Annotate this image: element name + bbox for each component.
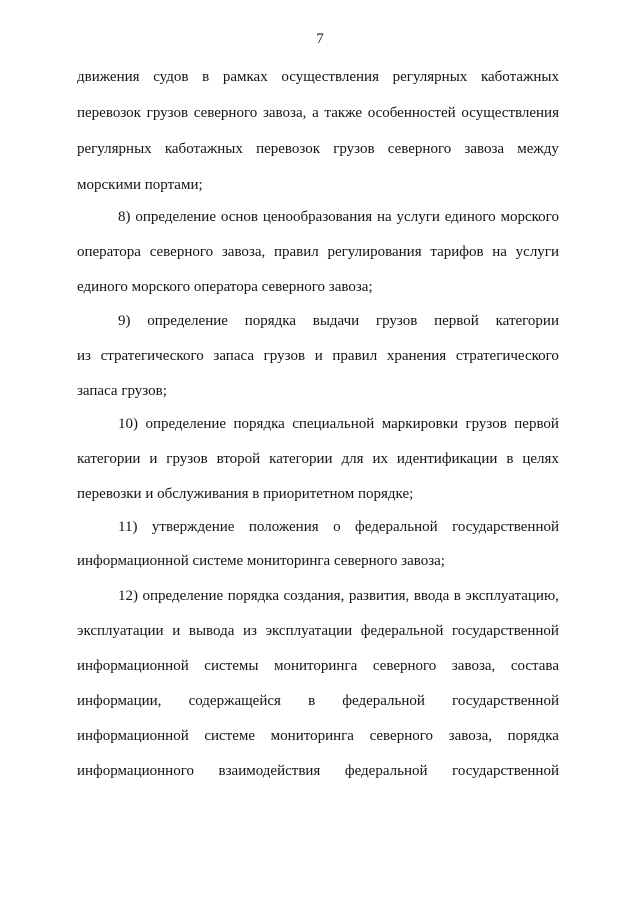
word: в: [308, 693, 316, 709]
word: стратегического: [100, 348, 204, 364]
word: 10): [118, 416, 138, 432]
word: грузов: [375, 313, 418, 329]
word: правил: [273, 244, 319, 260]
word: завоза,: [451, 658, 496, 674]
word: федеральной: [344, 763, 428, 779]
word: между: [517, 141, 559, 157]
word: эксплуатацию,: [465, 588, 559, 604]
word: определение: [145, 416, 227, 432]
word: первой: [434, 313, 479, 329]
word: морского: [500, 209, 559, 225]
text-line: [118, 206, 559, 228]
word: создания,: [283, 588, 345, 604]
word: информации,: [77, 693, 162, 709]
text-line: [77, 138, 559, 160]
word: порядка: [227, 588, 279, 604]
word: ввода: [413, 588, 450, 604]
text-line: [77, 760, 559, 782]
text-line: [77, 655, 559, 677]
word: 12): [118, 588, 138, 604]
text-line: [77, 102, 559, 124]
word: эксплуатации: [77, 623, 164, 639]
word: регулярных: [77, 141, 152, 157]
word: грузов: [146, 105, 189, 121]
word: состава: [510, 658, 559, 674]
word: маркировки: [381, 416, 459, 432]
word: грузов: [263, 348, 306, 364]
word: государственной: [452, 763, 559, 779]
text-line: информационной системе мониторинга северного завоза;: [77, 553, 445, 569]
word: в: [506, 451, 514, 467]
word: северного: [149, 244, 214, 260]
word: завоза,: [262, 105, 307, 121]
text-line: запаса грузов;: [77, 383, 167, 399]
word: системе: [204, 728, 256, 744]
word: грузов: [333, 141, 375, 157]
word: категории: [77, 451, 141, 467]
word: 8): [118, 209, 131, 225]
word: целях: [522, 451, 559, 467]
word: основ: [220, 209, 258, 225]
word: положения: [248, 519, 319, 535]
word: 9): [118, 313, 131, 329]
word: движения: [77, 69, 140, 85]
word: выдачи: [312, 313, 360, 329]
word: осуществления: [461, 105, 559, 121]
word: ценообразования: [262, 209, 373, 225]
word: завоза: [464, 141, 505, 157]
word: государственной: [452, 623, 559, 639]
word: стратегического: [455, 348, 559, 364]
text-line: [118, 413, 559, 435]
word: развития,: [348, 588, 410, 604]
word: а: [312, 105, 319, 121]
word: северного: [387, 141, 452, 157]
word: федеральной: [355, 519, 438, 535]
text-line: [77, 66, 559, 88]
word: грузов: [166, 451, 208, 467]
word: о: [333, 519, 341, 535]
word: информационной: [77, 728, 189, 744]
text-line: [118, 310, 559, 332]
word: регулярных: [392, 69, 468, 85]
text-line: [77, 690, 559, 712]
word: северного: [369, 728, 434, 744]
word: грузов: [465, 416, 507, 432]
word: первой: [514, 416, 559, 432]
word: информационной: [77, 658, 189, 674]
text-line: [77, 620, 559, 642]
word: северного: [193, 105, 258, 121]
word: в: [202, 69, 210, 85]
word: федеральной: [342, 693, 425, 709]
word: идентификации: [396, 451, 498, 467]
word: особенностей: [367, 105, 456, 121]
word: запаса: [213, 348, 254, 364]
word: определение: [142, 588, 224, 604]
word: мониторинга: [274, 658, 358, 674]
word: второй: [216, 451, 261, 467]
word: оператора: [77, 244, 141, 260]
word: мониторинга: [270, 728, 354, 744]
word: их: [372, 451, 388, 467]
word: определение: [135, 209, 216, 225]
word: также: [324, 105, 362, 121]
word: эксплуатации: [265, 623, 353, 639]
word: вывода: [188, 623, 235, 639]
word: перевозок: [77, 105, 141, 121]
word: из: [77, 348, 91, 364]
text-line: единого морского оператора северного завоза;: [77, 279, 373, 295]
text-line: [77, 345, 559, 367]
word: для: [341, 451, 364, 467]
word: каботажных: [480, 69, 559, 85]
word: государственной: [452, 519, 559, 535]
word: взаимодействия: [218, 763, 321, 779]
word: услуги: [396, 209, 440, 225]
word: каботажных: [164, 141, 243, 157]
word: судов: [153, 69, 189, 85]
text-line: перевозки и обслуживания в приоритетном порядке;: [77, 486, 414, 502]
word: федеральной: [360, 623, 444, 639]
word: рамках: [222, 69, 268, 85]
text-line: [77, 448, 559, 470]
text-line: [77, 725, 559, 747]
word: утверждение: [151, 519, 235, 535]
word: из: [242, 623, 257, 639]
text-line: [118, 516, 559, 538]
word: порядка: [244, 313, 296, 329]
word: определение: [147, 313, 228, 329]
word: порядка: [507, 728, 559, 744]
text-line: [77, 241, 559, 263]
word: тарифов: [430, 244, 484, 260]
word: хранения: [386, 348, 447, 364]
word: информационного: [77, 763, 194, 779]
word: перевозок: [256, 141, 321, 157]
word: в: [453, 588, 461, 604]
page-number: 7: [316, 31, 324, 47]
word: порядка: [233, 416, 285, 432]
text-line: морскими портами;: [77, 177, 203, 193]
word: регулирования: [327, 244, 422, 260]
word: системы: [204, 658, 259, 674]
word: услуги: [515, 244, 559, 260]
word: на: [492, 244, 507, 260]
word: завоза,: [221, 244, 266, 260]
word: и: [172, 623, 181, 639]
word: содержащейся: [188, 693, 281, 709]
word: и: [314, 348, 323, 364]
word: специальной: [292, 416, 375, 432]
word: единого: [444, 209, 496, 225]
word: 11): [118, 519, 138, 535]
text-line: [118, 585, 559, 607]
word: правил: [332, 348, 378, 364]
word: и: [149, 451, 158, 467]
word: категории: [269, 451, 333, 467]
word: государственной: [452, 693, 559, 709]
word: на: [377, 209, 392, 225]
word: северного: [372, 658, 437, 674]
word: осуществления: [281, 69, 379, 85]
word: категории: [495, 313, 559, 329]
word: завоза,: [448, 728, 493, 744]
